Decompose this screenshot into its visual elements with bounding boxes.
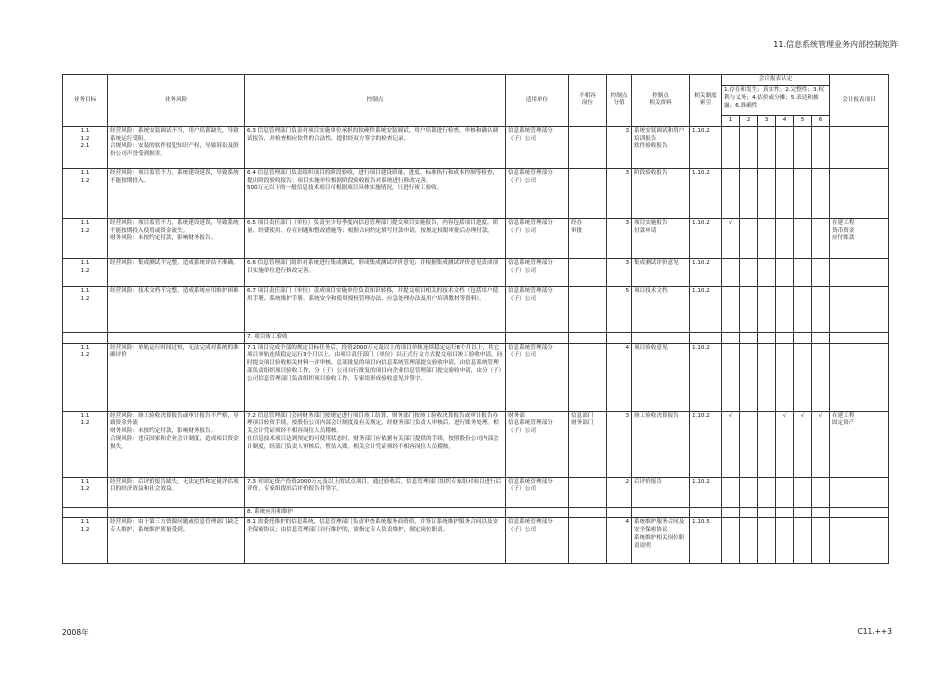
objective-cell — [63, 507, 108, 518]
index-cell: 1.10.2 — [690, 168, 722, 218]
footer-page-number: C11.++3 — [857, 627, 892, 636]
fs-cell — [812, 126, 830, 168]
fs-cell — [794, 126, 812, 168]
fs-cell — [794, 258, 812, 286]
index-cell — [690, 332, 722, 343]
unit-cell — [506, 507, 569, 518]
fs-cell — [776, 258, 794, 286]
footer-year: 2008年 — [62, 628, 89, 637]
table-row — [63, 286, 889, 332]
index-cell: 1.10.2 — [690, 286, 722, 332]
freq-cell: 5 — [607, 286, 632, 332]
freq-cell: 3 — [607, 126, 632, 168]
fs-cell — [794, 507, 812, 518]
fs-cell — [740, 286, 758, 332]
table-row — [63, 411, 889, 477]
fs-cell — [776, 518, 794, 564]
fs-cell — [740, 518, 758, 564]
header-accounting: 会计报表项目 — [830, 75, 889, 127]
risk-cell — [108, 507, 245, 518]
accounting-cell — [830, 168, 889, 218]
fs-cell — [740, 343, 758, 411]
index-cell: 1.10.2 — [690, 126, 722, 168]
control-cell: 7.3 对固定资产投资2000万元及以上的试点项目，通过验收后，信息管理部门组织专家组对项目进行后评价，专家组提出后评价报告并签字。 — [245, 477, 506, 507]
objective-cell: 1.1 1.2 — [63, 286, 108, 332]
accounting-cell — [830, 477, 889, 507]
accounting-cell — [830, 518, 889, 564]
section-heading: 7. 项目竣工验收 — [245, 332, 506, 343]
docs-cell — [632, 332, 690, 343]
fs-cell — [722, 168, 740, 218]
header-unit: 适用单位 — [506, 75, 569, 127]
table-row — [63, 518, 889, 564]
incompatible-cell — [569, 343, 607, 411]
incompatible-cell — [569, 518, 607, 564]
incompatible-cell — [569, 258, 607, 286]
freq-cell: 3 — [607, 258, 632, 286]
fs-cell — [722, 126, 740, 168]
fs-cell — [812, 168, 830, 218]
fs-cell — [776, 332, 794, 343]
index-cell: 1.10.2 — [690, 258, 722, 286]
fs-cell — [794, 343, 812, 411]
freq-cell: 4 — [607, 518, 632, 564]
risk-cell: 经营风险：单轨运行时间过短，无法完成对系统的准确评价 — [108, 343, 245, 411]
fs-cell — [776, 126, 794, 168]
freq-cell — [607, 507, 632, 518]
docs-cell — [632, 507, 690, 518]
fs-cell — [776, 477, 794, 507]
accounting-cell — [830, 507, 889, 518]
unit-cell: 信息系统管理部分（子）公司 — [506, 126, 569, 168]
index-cell: 1.10.2 — [690, 343, 722, 411]
index-cell: 1.10.5 — [690, 518, 722, 564]
header-freq: 控制点 分值 — [607, 75, 632, 127]
incompatible-cell — [569, 168, 607, 218]
fs-cell — [740, 507, 758, 518]
objective-cell: 1.1 1.2 — [63, 168, 108, 218]
fs-cell — [812, 332, 830, 343]
accounting-cell: 在建工程 固定资产 — [830, 411, 889, 477]
incompatible-cell — [569, 286, 607, 332]
accounting-cell — [830, 332, 889, 343]
control-matrix-table — [62, 74, 889, 564]
fs-cell — [812, 286, 830, 332]
header-fs-num: 1 — [722, 116, 740, 127]
docs-cell: 系统安装调试和用户培训报告 软件验收报告 — [632, 126, 690, 168]
control-cell: 7.2 信息管理部门会同财务部门按规定进行项目竣工结算，财务部门按竣工验收决算报告或审计报告办理项目转资手续，按股份公司内部会计制度及有关规定，经财务部门负责人审核后，进行账务处理。相关会计凭证须经不相容岗位人员稽核。 在信息技术项目达到预定的可使用状态时，财务部门应依据有关部门提供的手续，按照股份公司内部会计制度，经部门负责人审核后，暂估入账。相关会计凭证须经不相容岗位人员稽核。 — [245, 411, 506, 477]
unit-cell: 财务部 信息系统管理部分（子）公司 — [506, 411, 569, 477]
table-row — [63, 168, 889, 218]
fs-cell — [722, 332, 740, 343]
fs-cell — [758, 332, 776, 343]
freq-cell — [607, 332, 632, 343]
fs-cell: √ — [812, 411, 830, 477]
fs-cell — [794, 218, 812, 258]
fs-cell — [758, 286, 776, 332]
fs-cell — [794, 518, 812, 564]
fs-cell — [758, 411, 776, 477]
control-cell: 6.3 信息管理部门负责对项目实施单位承担的软硬件系统安装调试。用户培训进行检查，审核和确认调试报告，并检查相应软件的合法性，提供经双方签字的检查记录。 — [245, 126, 506, 168]
fs-cell — [794, 332, 812, 343]
section-heading: 8. 系统应用和维护 — [245, 507, 506, 518]
fs-cell — [758, 507, 776, 518]
fs-cell — [740, 218, 758, 258]
accounting-cell: 在建工程 货币资金 应付账款 — [830, 218, 889, 258]
freq-cell: 4 — [607, 343, 632, 411]
fs-cell — [740, 126, 758, 168]
fs-cell — [776, 168, 794, 218]
fs-cell — [776, 343, 794, 411]
unit-cell: 信息系统管理部分（子）公司 — [506, 518, 569, 564]
control-cell: 8.1 需委托维护的信息系统，信息管理部门负责审查系统服务商资质，并签订系统维护服务合同以及安全保密协议；由信息管理部门自行维护的，需指定专人负责维护，制定岗位职责。 — [245, 518, 506, 564]
fs-cell — [722, 343, 740, 411]
header-index: 相关制度 索引 — [690, 75, 722, 127]
unit-cell: 信息系统管理部分（子）公司 — [506, 258, 569, 286]
control-cell: 6.4 信息管理部门负责组织项目的阶段验收，进行项目建设质量、进度、标准执行和成本控制等检查，提出阶段验收报告；项目实施单位根据阶段验收报告对系统进行修改完善。 500万元以下的一般信息技术项目可根据项目具体实施情况，只进行竣工验收。 — [245, 168, 506, 218]
freq-cell: 3 — [607, 168, 632, 218]
table-row — [63, 343, 889, 411]
header-fs-description: 1.存在和发生；真实性；2.完整性；3.权利与义务；4.估价或分摊；5.表达和披露；6.准确性 — [722, 86, 830, 116]
fs-cell — [776, 507, 794, 518]
fs-cell — [722, 507, 740, 518]
unit-cell: 信息系统管理部分（子）公司 — [506, 343, 569, 411]
fs-cell — [776, 218, 794, 258]
incompatible-cell — [569, 126, 607, 168]
fs-cell — [758, 126, 776, 168]
incompatible-cell — [569, 507, 607, 518]
control-cell: 6.5 项目责任部门（单位）负责至少每季度向信息管理部门提交项目实施报告，内容包括项目进度、质量、经费使用、存在问题和整改措施等；根据合同约定填写付款申请，按规定权限审批后办理付款。 — [245, 218, 506, 258]
accounting-cell — [830, 343, 889, 411]
risk-cell: 经营风险：竣工验收决算报告或审计报告不严格，导致资金外流 财务风险：未按约定付款，影响财务报告。 合规风险：违反国家和企业会计制度，造成项目资金损失。 — [108, 411, 245, 477]
header-control: 控制点 — [245, 75, 506, 127]
fs-cell — [812, 343, 830, 411]
incompatible-cell: 信息部门 财务部门 — [569, 411, 607, 477]
fs-cell — [812, 477, 830, 507]
accounting-cell — [830, 286, 889, 332]
fs-cell — [722, 258, 740, 286]
incompatible-cell — [569, 477, 607, 507]
unit-cell — [506, 332, 569, 343]
objective-cell: 1.1 1.2 — [63, 218, 108, 258]
incompatible-cell: 经办 审批 — [569, 218, 607, 258]
header-objective: 业务目标 — [63, 75, 108, 127]
fs-cell: √ — [722, 411, 740, 477]
unit-cell: 信息系统管理部分（子）公司 — [506, 286, 569, 332]
fs-cell — [740, 411, 758, 477]
control-cell: 6.6 信息管理部门组织对系统进行集成测试，形成集成测试评价意见；并根据集成测试评价意见责成项目实施单位进行修改完善。 — [245, 258, 506, 286]
docs-cell: 系统维护服务合同及安全保密协议 系统维护相关岗位职责说明 — [632, 518, 690, 564]
fs-cell — [758, 343, 776, 411]
page-header-title: 11.信息系统管理业务内部控制矩阵 — [773, 40, 898, 49]
docs-cell: 竣工验收决算报告 — [632, 411, 690, 477]
unit-cell: 信息系统管理部分（子）公司 — [506, 218, 569, 258]
index-cell: 1.10.2 — [690, 477, 722, 507]
index-cell: 1.10.2 — [690, 411, 722, 477]
header-docs: 控制点 相关资料 — [632, 75, 690, 127]
risk-cell: 经营风险：项目监管不力，系统建设延误，导致系统不能按期投入。 — [108, 168, 245, 218]
fs-cell — [722, 518, 740, 564]
header-risk: 业务风险 — [108, 75, 245, 127]
table-row — [63, 218, 889, 258]
header-fs-num: 6 — [812, 116, 830, 127]
fs-cell — [758, 258, 776, 286]
objective-cell: 1.1 1.2 — [63, 411, 108, 477]
fs-cell — [758, 477, 776, 507]
table-row — [63, 258, 889, 286]
docs-cell: 阶段验收报告 — [632, 168, 690, 218]
fs-cell — [776, 286, 794, 332]
fs-cell: √ — [794, 411, 812, 477]
objective-cell: 1.1 1.2 — [63, 258, 108, 286]
header-fs-num: 2 — [740, 116, 758, 127]
fs-cell — [758, 168, 776, 218]
objective-cell — [63, 332, 108, 343]
freq-cell: 2 — [607, 477, 632, 507]
docs-cell: 后评价报告 — [632, 477, 690, 507]
fs-cell — [758, 218, 776, 258]
fs-cell: √ — [776, 411, 794, 477]
fs-cell — [812, 507, 830, 518]
fs-cell — [722, 286, 740, 332]
header-incompatible: 不相容 岗位 — [569, 75, 607, 127]
fs-cell — [812, 258, 830, 286]
header-fs-num: 3 — [758, 116, 776, 127]
header-fs-num: 4 — [776, 116, 794, 127]
section-row — [63, 332, 889, 343]
incompatible-cell — [569, 332, 607, 343]
header-fs-group: 会计报表认定 — [722, 75, 830, 86]
fs-cell — [722, 477, 740, 507]
control-cell: 6.7 项目责任部门（单位）责成项目实施单位负责知识转移，并提交项目相关的技术文档（包括用户使用手册、系统维护手册、系统安全和使用授权管理办法、应急处理办法及用户培训教材等资料）。 — [245, 286, 506, 332]
fs-cell — [812, 218, 830, 258]
table-row — [63, 477, 889, 507]
control-cell: 7.1 项目完成全部的规定目标任务后，投资2000万元及以上的项目单轨连续稳定运行6个月以上，其它项目单轨连续稳定运行3个月以上，由项目责任部门（单位）以正式行文方式提交项目竣工验收申请，同时提交项目验收相关材料一并审核。总部批复的项目向信息系统管理部提交验收申请，由信息系统管理部负责组织项目验收工作，分（子）公司自行批复的项目向企业信息管理部门提交验收申请，由分（子）公司信息管理部门负责组织项目验收工作，专家组形成验收意见并签字。 — [245, 343, 506, 411]
freq-cell: 3 — [607, 218, 632, 258]
fs-cell — [740, 258, 758, 286]
risk-cell: 经营风险：后评价报告缺失，无法定性和定量评估项目的经济效益和社会效益。 — [108, 477, 245, 507]
risk-cell: 经营风险：技术文档不完整，造成系统应用维护困难 — [108, 286, 245, 332]
accounting-cell — [830, 126, 889, 168]
docs-cell: 集成测试评价意见 — [632, 258, 690, 286]
unit-cell: 信息系统管理部分（子）公司 — [506, 168, 569, 218]
section-row — [63, 507, 889, 518]
risk-cell: 经营风险：项目监管不力，系统建设延误，导致系统不能按期投入使用或资金流失。 财务风险：未按约定付款，影响财务报告。 — [108, 218, 245, 258]
fs-cell — [740, 332, 758, 343]
table-row — [63, 126, 889, 168]
docs-cell: 项目实施报告 付款申请 — [632, 218, 690, 258]
objective-cell: 1.1 1.2 2.1 — [63, 126, 108, 168]
docs-cell: 项目验收意见 — [632, 343, 690, 411]
risk-cell: 经营风险：由于第三方资源问题或信息管理部门缺乏专人维护，系统维护质量受到。 — [108, 518, 245, 564]
fs-cell — [758, 518, 776, 564]
fs-cell — [740, 477, 758, 507]
risk-cell: 经营风险：系统安装调试不当，用户培训缺失，导致系统运行受阻。 合规风险：安装的软件侵犯知识产权，导致诉讼及股份公司声誉受到损害。 — [108, 126, 245, 168]
fs-cell: √ — [722, 218, 740, 258]
risk-cell — [108, 332, 245, 343]
fs-cell — [740, 168, 758, 218]
accounting-cell — [830, 258, 889, 286]
freq-cell: 3 — [607, 411, 632, 477]
objective-cell: 1.1 1.2 — [63, 477, 108, 507]
unit-cell: 信息系统管理部分（子）公司 — [506, 477, 569, 507]
index-cell — [690, 507, 722, 518]
risk-cell: 经营风险：集成测试不完整，造成系统评估不准确。 — [108, 258, 245, 286]
fs-cell — [794, 168, 812, 218]
objective-cell: 1.1 1.2 — [63, 343, 108, 411]
fs-cell — [794, 477, 812, 507]
index-cell: 1.10.2 — [690, 218, 722, 258]
fs-cell — [794, 286, 812, 332]
fs-cell — [812, 518, 830, 564]
header-fs-num: 5 — [794, 116, 812, 127]
docs-cell: 项目技术文档 — [632, 286, 690, 332]
objective-cell: 1.1 1.2 — [63, 518, 108, 564]
